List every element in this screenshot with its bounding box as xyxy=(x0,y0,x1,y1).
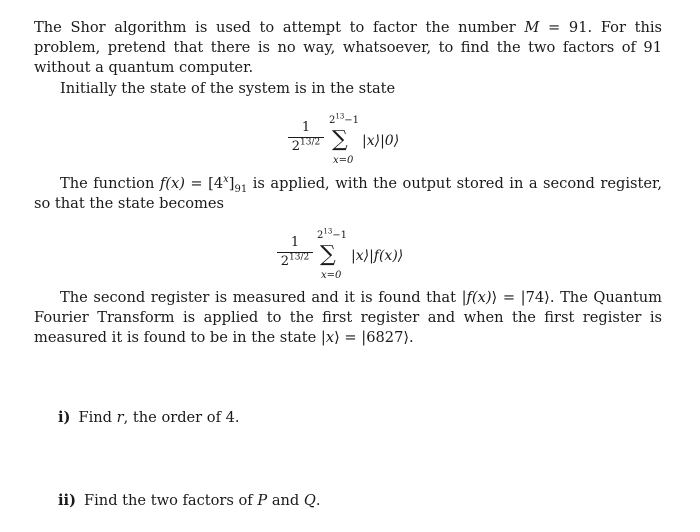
eq1-fraction xyxy=(288,120,324,155)
initial-state-paragraph xyxy=(34,79,662,99)
eq1-lower-limit: x=0 xyxy=(333,155,354,166)
math-M: M xyxy=(524,19,540,36)
measurement-paragraph: The second register is measured and it is found that |f(x)⟩ = |74⟩. The Quantum Fourier Transform is applied to the first register and when the first register is measured it is found to be in the state |x⟩ = |6827⟩. xyxy=(34,289,662,346)
question-ii: ii) Find the two factors of P and Q. xyxy=(58,492,321,509)
math-fx: f(x) xyxy=(159,175,185,192)
eq2-sum-symbol: ∑ xyxy=(320,242,336,267)
function-paragraph: The function $f(x) = [4^x]_{91}$ is applied, with the output stored in a second register, so that the state becomes xyxy=(34,174,663,212)
intro-paragraph xyxy=(34,18,662,78)
eq1-sum-symbol: ∑ xyxy=(332,127,348,152)
intro-text-b: For this problem, pretend that there is no way, whatsoever, to find the two factors of 91 without a quantum computer. xyxy=(34,19,663,76)
question-ii-label: ii) xyxy=(58,492,76,509)
question-i: i) Find r, the order of 4. xyxy=(58,409,240,426)
eq2-lower-limit: x=0 xyxy=(321,270,342,281)
intro-text-a: The Shor algorithm is used to attempt to factor the number xyxy=(34,19,525,36)
eq1-ket: |x⟩|0⟩ xyxy=(362,133,400,149)
eq2-upper-limit: $2^{13}-1$ xyxy=(317,227,348,241)
eq2-fraction xyxy=(277,235,313,270)
question-i-label: i) xyxy=(58,409,71,426)
eq2-ket: |x⟩|f(x)⟩ xyxy=(351,248,404,264)
eq2-denominator: $2^{13/2}$ xyxy=(280,252,310,269)
eq2-numerator: 1 xyxy=(290,235,300,250)
initial-state-text: Initially the state of the system is in the state xyxy=(60,80,396,97)
eq1-denominator: $2^{13/2}$ xyxy=(291,137,321,154)
intro-equals: = 91. xyxy=(539,19,601,36)
eq1-upper-limit: $2^{13}-1$ xyxy=(329,112,360,126)
eq1-numerator: 1 xyxy=(301,120,311,135)
